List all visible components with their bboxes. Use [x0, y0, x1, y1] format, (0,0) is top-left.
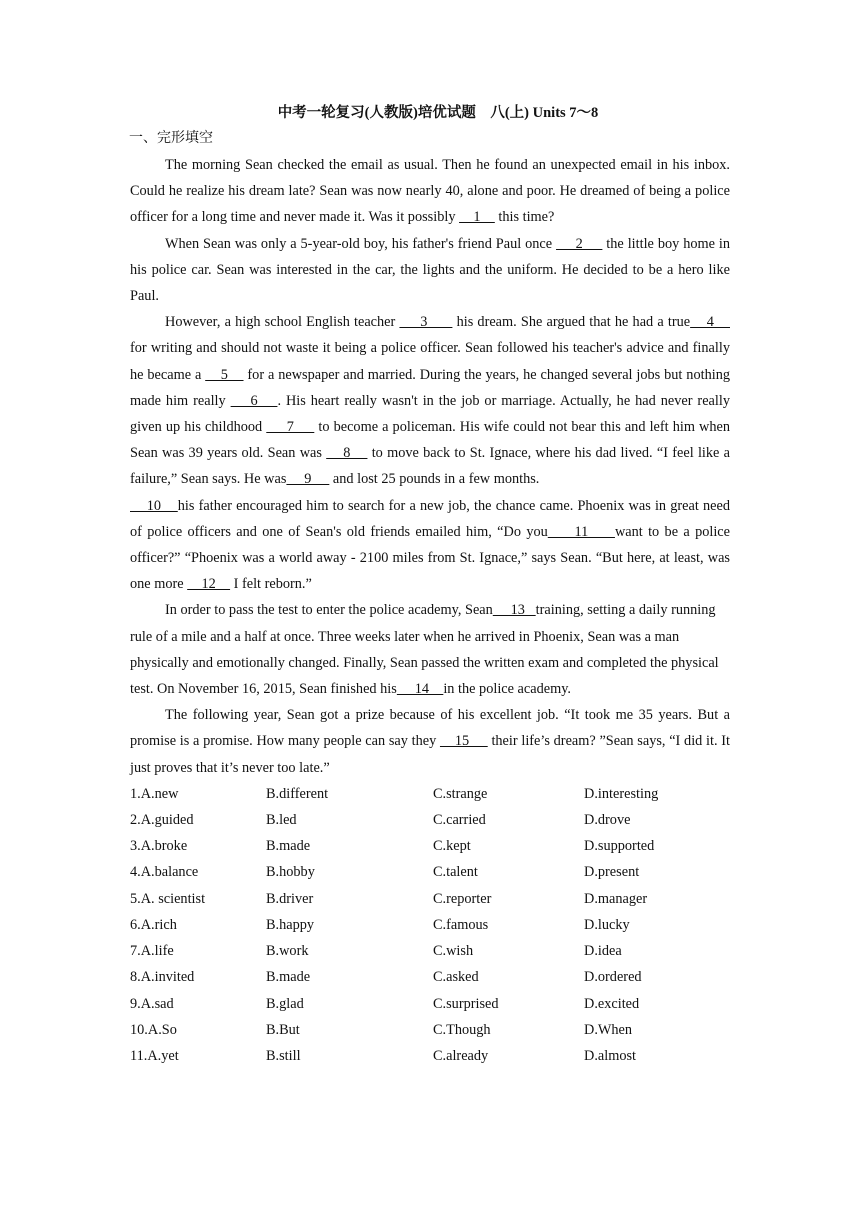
- section-heading: 一、完形填空: [129, 131, 213, 146]
- document-title: 中考一轮复习(人教版)培优试题 八(上) Units 7～8: [277, 105, 599, 121]
- option-choice: 8.A.invited: [130, 969, 195, 986]
- passage-text: his father encouraged him to search for a new job, the chance came. Phoenix was in great need of police officers and one of Sean's old friends emailed him, “Do you: [130, 497, 730, 540]
- option-row: [130, 859, 730, 885]
- option-row: [130, 807, 730, 833]
- option-choice: B.work: [266, 943, 309, 960]
- option-choice: 11.A.yet: [130, 1047, 179, 1064]
- option-row: [130, 1043, 730, 1069]
- option-choice: 4.A.balance: [130, 864, 199, 881]
- answer-blank: 11: [547, 523, 615, 540]
- passage-paragraph: [130, 597, 730, 702]
- option-choice: C.kept: [433, 838, 471, 855]
- option-choice: B.happy: [266, 916, 315, 933]
- document-page: [130, 100, 730, 1069]
- answer-blank: 1: [459, 209, 495, 226]
- passage-text: . His heart really wasn't in the job or marriage. Actually, he had never really given up his childhood: [130, 392, 730, 436]
- answer-blank: 8: [326, 445, 368, 462]
- option-choice: D.excited: [584, 995, 640, 1012]
- option-choice: C.surprised: [433, 995, 499, 1012]
- option-choice: B.But: [266, 1021, 300, 1038]
- option-row: [130, 991, 730, 1017]
- option-choice: D.lucky: [584, 916, 630, 933]
- passage-text: his dream. She argued that he had a true: [452, 314, 691, 331]
- passage-text: the little boy home in his police car. Sean was interested in the car, the lights and the uniform. He decided to be a hero like Paul.: [130, 235, 730, 305]
- option-choice: C.carried: [433, 812, 486, 829]
- option-choice: 7.A.life: [130, 943, 174, 960]
- option-choice: D.almost: [584, 1047, 637, 1064]
- passage-text: I felt reborn.”: [230, 576, 312, 593]
- option-choice: D.When: [584, 1021, 633, 1038]
- option-choice: D.idea: [584, 943, 622, 960]
- option-choice: D.drove: [584, 812, 631, 829]
- option-choice: D.manager: [584, 890, 648, 907]
- option-choice: B.different: [266, 785, 329, 802]
- option-row: [130, 912, 730, 938]
- option-row: [130, 833, 730, 859]
- passage-text: The morning Sean checked the email as usual. Then he found an unexpected email in his inbox. Could he realize his dream late? Sean was now nearly 40, alone and poor. He dreamed of being a police officer for a long time and never made it. Was it possibly: [130, 157, 730, 226]
- option-choice: C.Though: [433, 1021, 491, 1038]
- passage-text: for a newspaper and married. During the years, he changed several jobs but nothing made him really: [130, 366, 730, 409]
- passage-text: in the police academy.: [443, 681, 571, 698]
- answer-options-table: [130, 781, 730, 1069]
- option-choice: C.asked: [433, 969, 479, 986]
- option-choice: 5.A. scientist: [130, 890, 206, 907]
- option-choice: B.glad: [266, 995, 304, 1012]
- option-row: [130, 886, 730, 912]
- passage-text: and lost 25 pounds in a few months.: [329, 471, 540, 488]
- answer-blank: 10: [130, 497, 178, 514]
- answer-blank: 14: [396, 681, 444, 698]
- answer-blank: 15: [439, 733, 488, 750]
- option-choice: B.led: [266, 812, 297, 829]
- passage-text: However, a high school English teacher: [165, 314, 400, 331]
- passage-text: their life’s dream? ”Sean says, “I did it. It just proves that it’s never too late.”: [130, 733, 731, 776]
- option-choice: 2.A.guided: [130, 812, 194, 829]
- passage-text: When Sean was only a 5-year-old boy, his father's friend Paul once: [165, 235, 557, 252]
- answer-blank: 9: [286, 471, 330, 488]
- option-row: [130, 964, 730, 990]
- option-row: [130, 1017, 730, 1043]
- passage-text: for writing and should not waste it being a police officer. Sean followed his teacher's advice and finally he became a: [130, 340, 730, 383]
- passage-text: The following year, Sean got a prize because of his excellent job. “It took me 35 years. But a promise is a promise. How many people can say they: [130, 707, 730, 750]
- passage-text: training, setting a daily running rule of a mile and a half at once. Three weeks later when he arrived in Phoenix, Sean was a man physically and emotionally changed. Finally, Sean passed the written exam and completed the physical test. On November 16, 2015, Sean finished his: [130, 602, 719, 698]
- answer-blank: 12: [187, 576, 231, 593]
- option-choice: B.driver: [266, 890, 314, 907]
- cloze-passage: [130, 152, 730, 781]
- option-choice: D.interesting: [584, 785, 659, 802]
- option-choice: D.present: [584, 864, 640, 881]
- answer-blank: 6: [230, 392, 278, 409]
- passage-text: this time?: [494, 209, 555, 226]
- option-row: [130, 781, 730, 807]
- option-choice: 6.A.rich: [130, 916, 177, 933]
- passage-paragraph: [130, 231, 730, 310]
- option-choice: 10.A.So: [130, 1021, 177, 1038]
- option-choice: 1.A.new: [130, 785, 179, 802]
- answer-blank: 2: [556, 235, 603, 252]
- passage-text: to become a policeman. His wife could not bear this and left him when Sean was 39 years old. Sean was: [130, 419, 730, 462]
- option-choice: C.already: [433, 1047, 489, 1064]
- option-choice: C.strange: [433, 785, 488, 802]
- answer-blank: 4: [690, 314, 730, 331]
- option-choice: B.still: [266, 1047, 301, 1064]
- passage-text: to move back to St. Ignace, where his dad lived. “I feel like a failure,” Sean says. He was: [130, 445, 730, 488]
- passage-paragraph: [130, 152, 730, 231]
- option-choice: C.famous: [433, 916, 489, 933]
- option-choice: B.made: [266, 838, 311, 855]
- option-choice: B.made: [266, 969, 311, 986]
- passage-text: want to be a police officer?” “Phoenix was a world away - 2100 miles from St. Ignace,” says Sean. “But here, at least, was one more: [130, 523, 731, 593]
- passage-paragraph: [130, 493, 730, 598]
- option-choice: C.reporter: [433, 890, 492, 907]
- option-choice: 3.A.broke: [130, 838, 188, 855]
- option-choice: D.ordered: [584, 969, 642, 986]
- option-choice: B.hobby: [266, 864, 315, 881]
- answer-blank: 13: [492, 602, 536, 619]
- option-choice: D.supported: [584, 838, 655, 855]
- passage-text: In order to pass the test to enter the police academy, Sean: [165, 602, 493, 619]
- answer-blank: 3: [399, 314, 453, 331]
- option-choice: C.talent: [433, 864, 478, 881]
- option-choice: C.wish: [433, 943, 474, 960]
- passage-paragraph: [130, 309, 730, 492]
- option-row: [130, 938, 730, 964]
- answer-blank: 7: [266, 419, 315, 436]
- option-choice: 9.A.sad: [130, 995, 174, 1012]
- passage-paragraph: [130, 702, 730, 781]
- answer-blank: 5: [205, 366, 244, 383]
